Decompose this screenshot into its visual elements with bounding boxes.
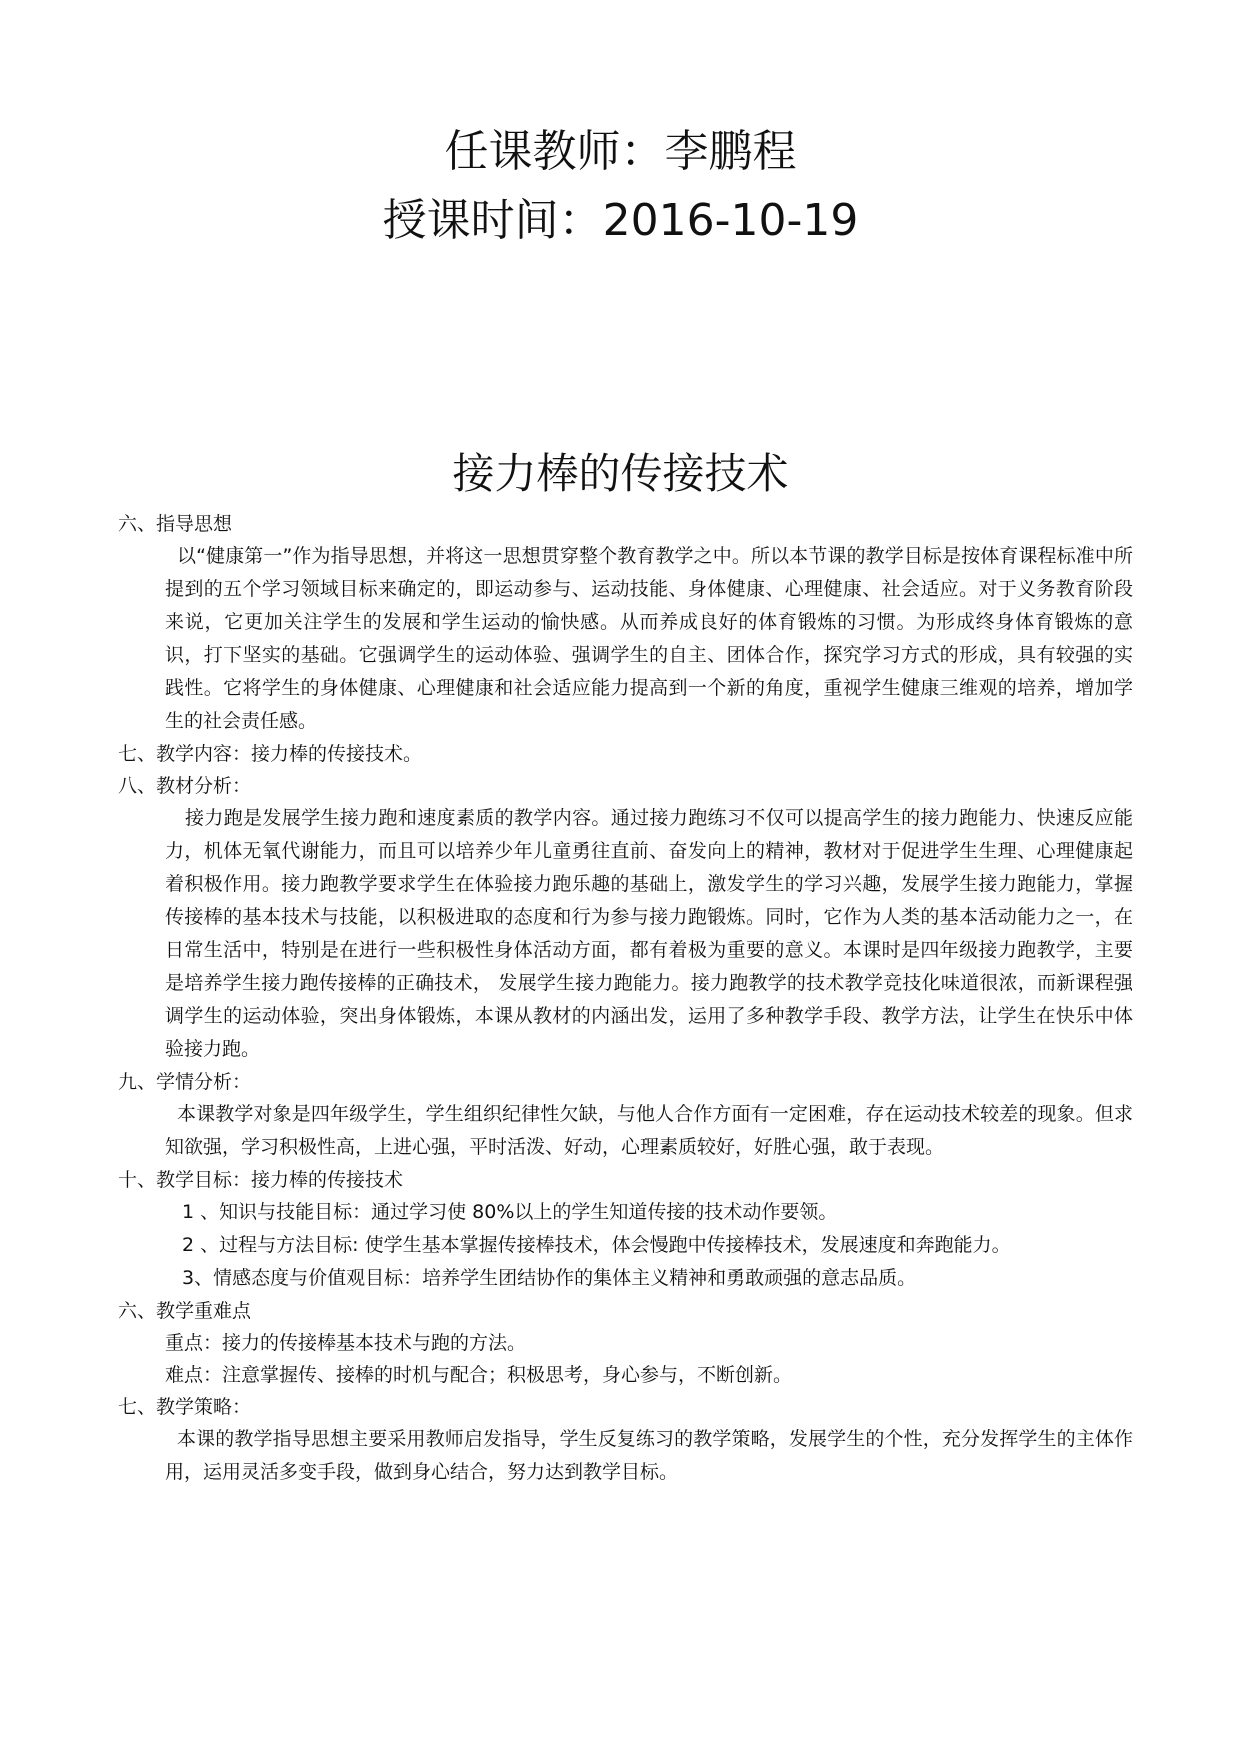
section-heading-strategy: 七、教学策略： (118, 1396, 252, 1418)
goal-item: 3、情感态度与价值观目标：培养学生团结协作的集体主义精神和勇敢顽强的意志品质。 (182, 1267, 917, 1289)
goal-item: 2 、过程与方法目标: 使学生基本掌握传接棒技术，体会慢跑中传接棒技术，发展速度和奔跑能力。 (182, 1234, 1011, 1256)
students-paragraph: 本课教学对象是四年级学生，学生组织纪律性欠缺，与他人合作方面有一定困难，存在运动技术较差的现象。但求知欲强，学习积极性高，上进心强，平时活泼、好动，心理素质较好，好胜心强，敢于表现。 (165, 1103, 1133, 1158)
guiding-paragraph: 以“健康第一”作为指导思想，并将这一思想贯穿整个教育教学之中。所以本节课的教学目标是按体育课程标准中所提到的五个学习领域目标来确定的，即运动参与、运动技能、身体健康、心理健康、社会适应。对于义务教育阶段来说，它更加关注学生的发展和学生运动的愉快感。从而养成良好的体育锻炼的习惯。为形成终身体育锻炼的意识，打下坚实的基础。它强调学生的运动体验、强调学生的自主、团体合作，探究学习方式的形成，具有较强的实践性。它将学生的身体健康、心理健康和社会适应能力提高到一个新的角度，重视学生健康三维观的培养，增加学生的社会责任感。 (165, 545, 1133, 732)
difficulty-line: 难点：注意掌握传、接棒的时机与配合；积极思考，身心参与，不断创新。 (165, 1364, 793, 1386)
goal-item: 1 、知识与技能目标：通过学习使 80%以上的学生知道传接的技术动作要领。 (182, 1201, 838, 1223)
section-heading-content: 七、教学内容：接力棒的传接技术。 (118, 743, 423, 765)
section-heading-material: 八、教材分析： (118, 775, 252, 797)
date-line: 授课时间：2016-10-19 (382, 195, 859, 246)
section-heading-keypoints: 六、教学重难点 (118, 1300, 252, 1322)
lesson-plan-body (118, 508, 1133, 1489)
lesson-title: 接力棒的传接技术 (452, 449, 789, 498)
material-paragraph: 接力跑是发展学生接力跑和速度素质的教学内容。通过接力跑练习不仅可以提高学生的接力跑能力、快速反应能力，机体无氧代谢能力，而且可以培养少年儿童勇往直前、奋发向上的精神，教材对于促进学生生理、心理健康起着积极作用。接力跑教学要求学生在体验接力跑乐趣的基础上，激发学生的学习兴趣，发展学生接力跑能力，掌握传接棒的基本技术与技能，以积极进取的态度和行为参与接力跑锻炼。同时，它作为人类的基本活动能力之一，在日常生活中，特别是在进行一些积极性身体活动方面，都有着极为重要的意义。本课时是四年级接力跑教学，主要是培养学生接力跑传接棒的正确技术， 发展学生接力跑能力。接力跑教学的技术教学竞技化味道很浓，而新课程强调学生的运动体验，突出身体锻炼，本课从教材的内涵出发，运用了多种教学手段、教学方法，让学生在快乐中体验接力跑。 (165, 807, 1133, 1060)
key-point-line: 重点：接力的传接棒基本技术与跑的方法。 (165, 1332, 527, 1354)
section-heading-guiding: 六、指导思想 (118, 513, 233, 535)
section-heading-students: 九、学情分析： (118, 1071, 252, 1093)
section-heading-goals: 十、教学目标：接力棒的传接技术 (118, 1169, 404, 1191)
strategy-paragraph: 本课的教学指导思想主要采用教师启发指导，学生反复练习的教学策略，发展学生的个性，充分发挥学生的主体作用，运用灵活多变手段，做到身心结合，努力达到教学目标。 (165, 1428, 1133, 1483)
teacher-line: 任课教师：李鹏程 (444, 126, 797, 177)
